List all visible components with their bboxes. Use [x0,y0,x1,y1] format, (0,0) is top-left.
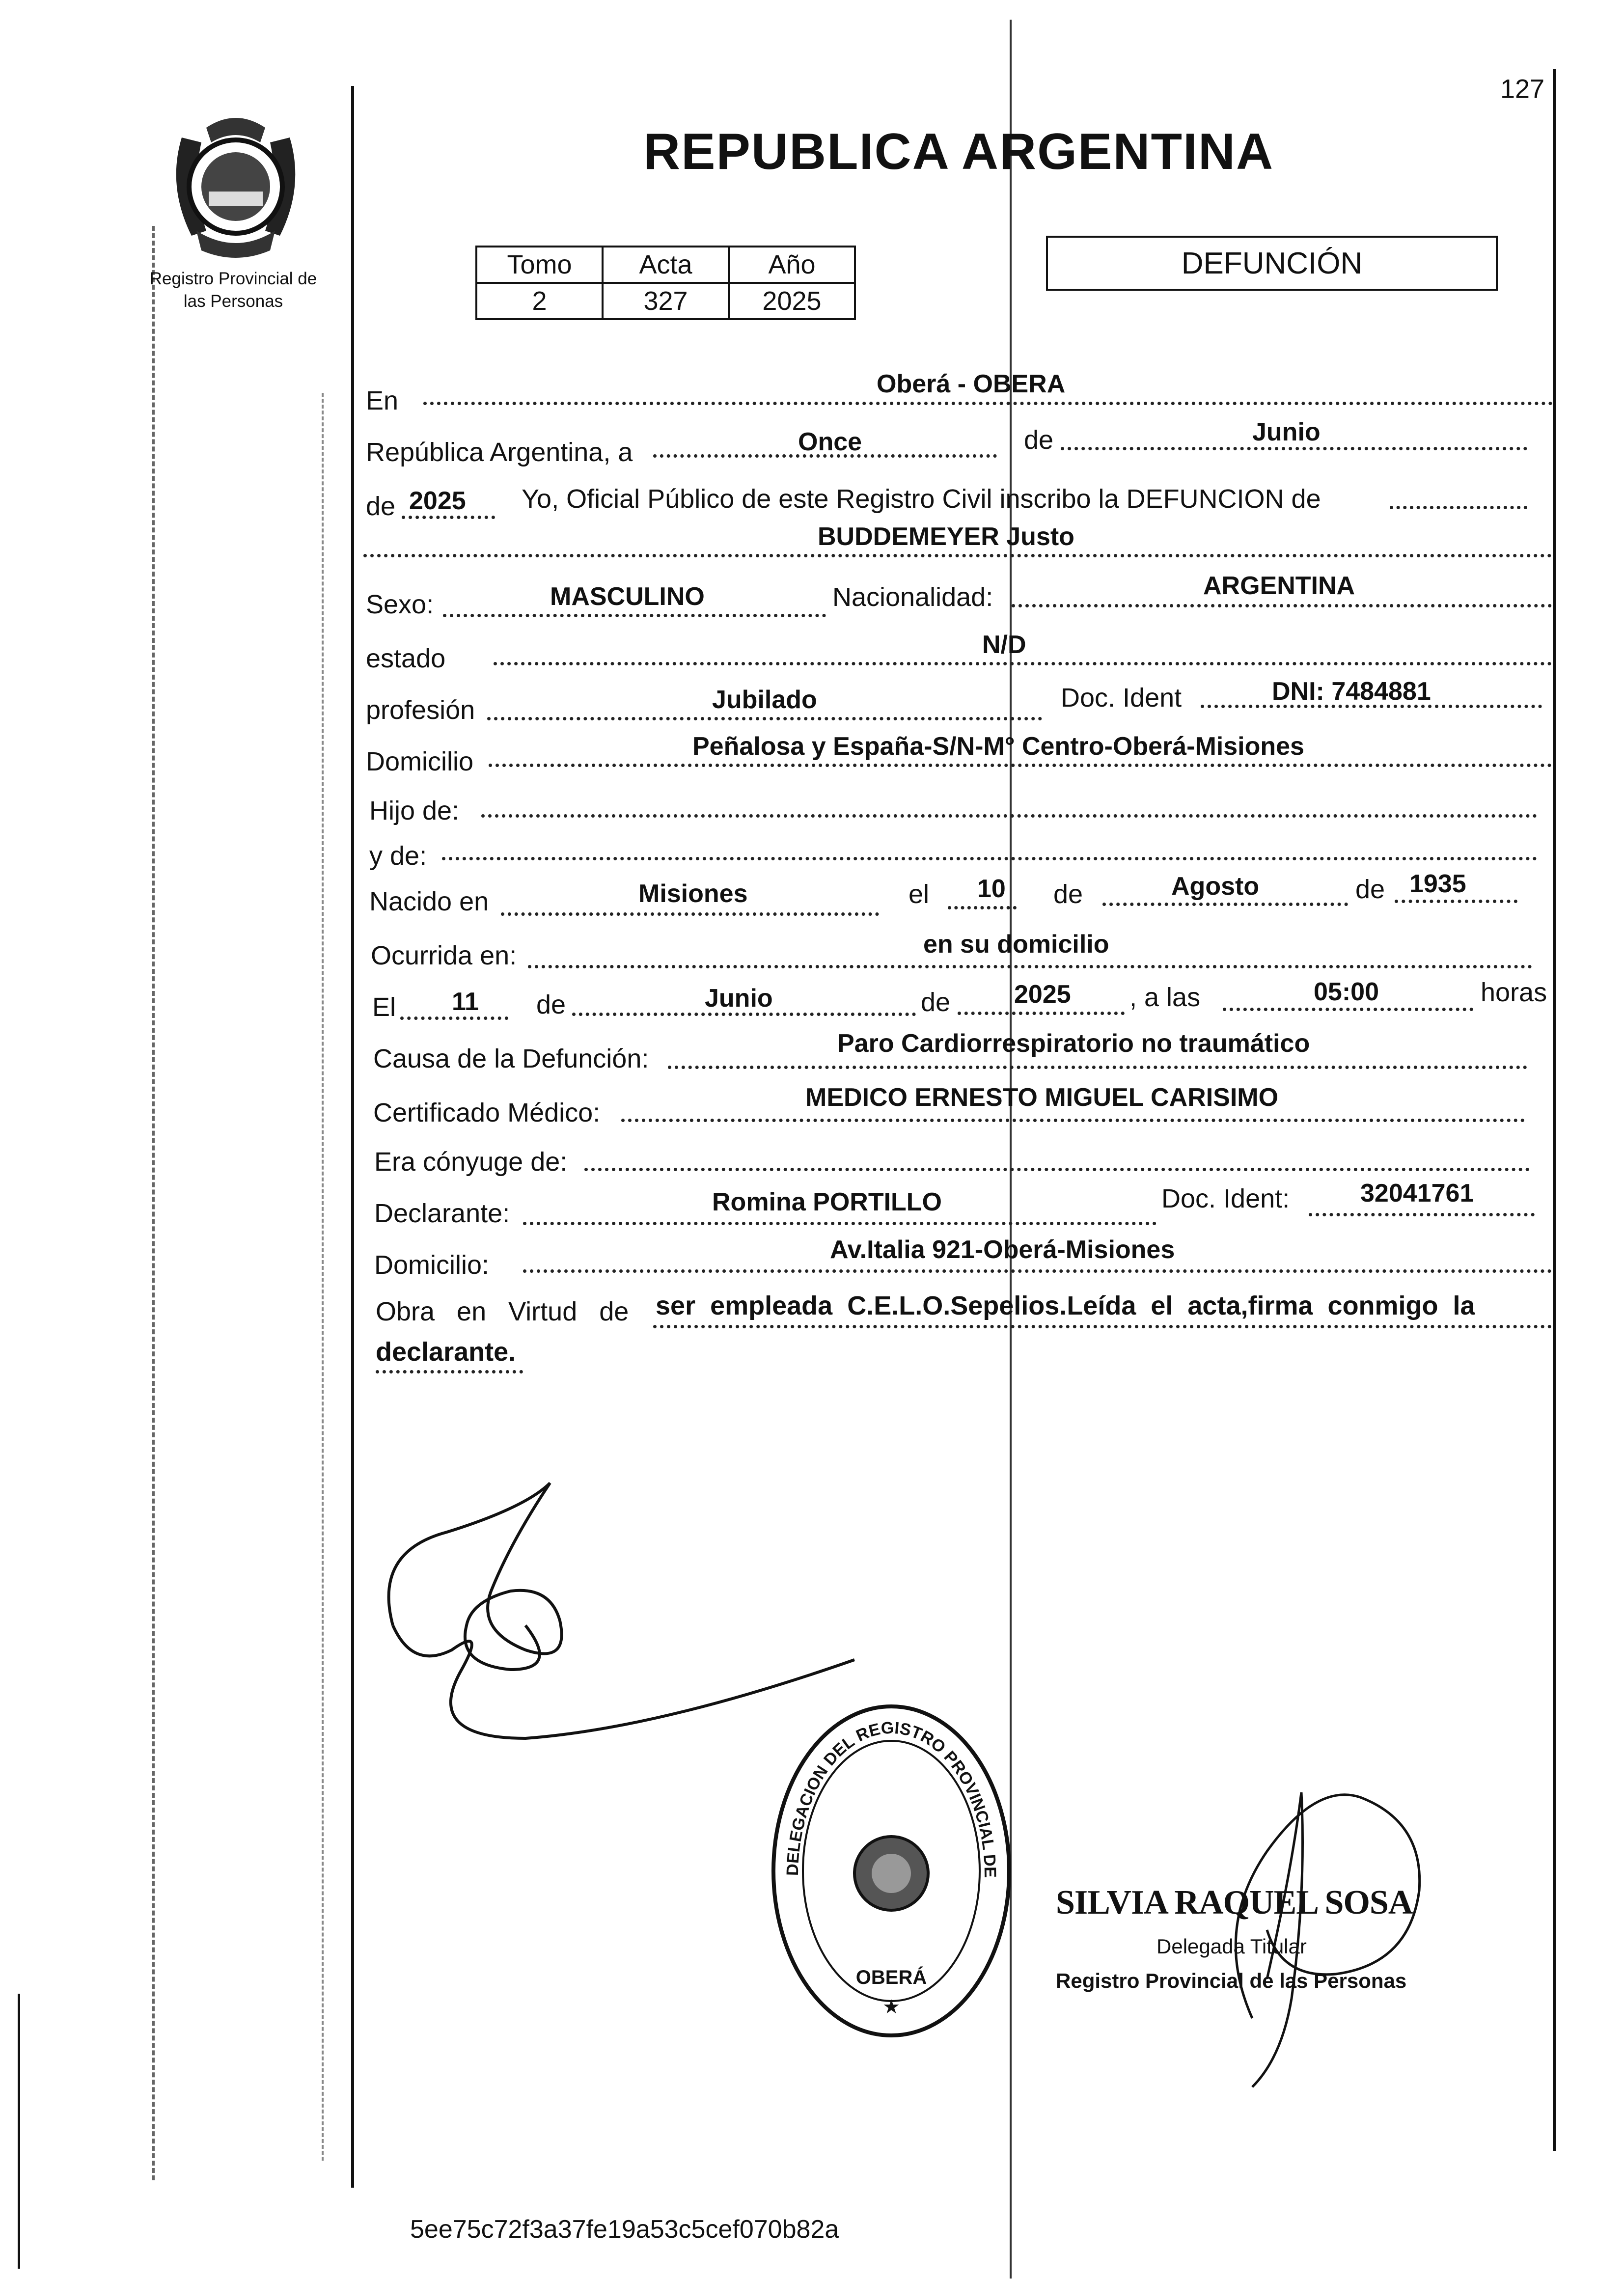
org-name: Registro Provincial de las Personas [149,269,317,311]
record-type-box: DEFUNCIÓN [1046,236,1498,291]
doc-ident-label: Doc. Ident: [1161,1184,1290,1213]
doc-label: Doc. Ident [1061,683,1182,713]
birth-day-value: 10 [977,875,1006,903]
estado-line [494,662,1552,665]
profesion-line [487,717,1042,720]
de-label: de [921,988,951,1017]
death-month-line [572,1013,916,1016]
deceased-name-value: BUDDEMEYER Justo [818,522,1074,551]
registry-header-acta: Acta [603,247,729,283]
conyuge-line [584,1168,1530,1171]
ocurrida-label: Ocurrida en: [371,941,517,970]
place-value: Oberá - OBERA [877,370,1066,398]
certificado-value: MEDICO ERNESTO MIGUEL CARISIMO [805,1083,1279,1112]
yde-label: y de: [369,841,427,871]
domicilio2-value: Av.Italia 921-Oberá-Misiones [830,1236,1175,1264]
death-year-line [958,1012,1125,1015]
de-label: de [1053,879,1083,909]
domicilio-line [489,764,1552,767]
ocurrida-line [528,965,1532,968]
star-icon: ★ [882,1996,900,2018]
hora-line [1223,1008,1473,1011]
de-label: de [1024,425,1054,455]
causa-line [668,1066,1527,1069]
province-coat-of-arms-logo [162,108,309,265]
deceased-name-line [363,554,1552,557]
registry-value-anio: 2025 [729,283,855,319]
stamp-outer-text: DELEGACION DEL REGISTRO PROVINCIAL DE [783,1718,1000,1878]
declarante-label: Declarante: [374,1199,510,1228]
declarante-doc-line [1309,1213,1535,1216]
year-value: 2025 [409,487,466,515]
declarante-line [523,1222,1156,1225]
death-month-value: Junio [705,984,773,1013]
nacionalidad-value: ARGENTINA [1203,572,1355,600]
year-line [402,516,495,519]
causa-label: Causa de la Defunción: [373,1044,649,1073]
official-stamp [764,1699,1019,2043]
el-cap-label: El [372,992,396,1022]
profesion-label: profesión [366,695,475,725]
de-label: de [1355,875,1385,904]
sexo-label: Sexo: [366,590,434,619]
en-label: En [366,386,399,415]
de-label: de [366,492,396,521]
certificado-line [621,1119,1525,1122]
registry-header-anio: Año [729,247,855,283]
causa-value: Paro Cardiorrespiratorio no traumático [837,1029,1310,1058]
birth-year-line [1395,900,1517,903]
birth-year-value: 1935 [1409,870,1466,898]
republica-label: República Argentina, a [366,438,633,467]
registry-header-tomo: Tomo [476,247,603,283]
registry-value-acta: 327 [603,283,729,319]
obra-text-line1: ser empleada C.E.L.O.Sepelios.Leída el acta,firma conmigo la [656,1291,1475,1320]
sexo-line [443,614,826,617]
doc-value: DNI: 7484881 [1272,677,1431,706]
right-margin-line [1553,69,1556,2151]
a-las-label: , a las [1129,983,1201,1012]
death-year-value: 2025 [1014,980,1071,1009]
death-day-value: 11 [452,988,479,1016]
birth-month-value: Agosto [1171,872,1260,901]
registry-value-row [476,283,855,319]
obra-line-2 [376,1370,523,1373]
declarante-value: Romina PORTILLO [712,1188,942,1216]
de-label: de [536,990,566,1019]
declarante-doc-value: 32041761 [1360,1179,1474,1208]
signatory-role: Delegada Titular [1156,1935,1307,1958]
domicilio-value: Peñalosa y España-S/N-M° Centro-Oberá-Misiones [692,732,1304,761]
domicilio2-label: Domicilio: [374,1250,490,1280]
birth-day-line [948,906,1017,909]
page-number: 127 [1500,74,1545,104]
obra-line [653,1325,1552,1328]
stamp-city: OBERÁ [855,1967,927,1988]
nacido-value: Misiones [638,879,748,908]
hijo-line [481,814,1537,818]
signatory-org: Registro Provincial de las Personas [1056,1969,1407,1992]
statement-text: Yo, Oficial Público de este Registro Civil inscribo la DEFUNCION de [522,484,1321,514]
obra-label: Obra en Virtud de [376,1297,629,1326]
left-margin-line [351,86,354,2188]
signatory-name: SILVIA RAQUEL SOSA [1056,1884,1413,1922]
domicilio-label: Domicilio [366,747,474,776]
perforation-line [322,393,324,2161]
nacionalidad-line [1012,604,1552,607]
day-text-value: Once [798,428,862,456]
nacido-line [501,912,879,916]
estado-label: estado [366,644,446,673]
yde-line [442,857,1537,860]
death-day-line [400,1016,508,1020]
registry-table [475,246,856,320]
sexo-value: MASCULINO [550,582,705,611]
document-hash: 5ee75c72f3a37fe19a53c5cef070b82a [410,2215,839,2244]
ocurrida-value: en su domicilio [923,930,1109,959]
hijo-label: Hijo de: [369,796,460,825]
page-title: REPUBLICA ARGENTINA [643,123,1274,180]
month-value: Junio [1252,418,1321,446]
nacionalidad-label: Nacionalidad: [832,582,993,612]
domicilio2-line [523,1269,1552,1273]
birth-month-line [1102,903,1348,906]
hora-value: 05:00 [1314,978,1379,1006]
profesion-value: Jubilado [712,686,817,714]
month-line [1061,447,1527,450]
estado-value: N/D [982,631,1026,659]
perforation-line [152,226,155,2180]
obra-text-line2: declarante. [376,1337,516,1367]
el-label: el [908,879,930,909]
certificado-label: Certificado Médico: [373,1098,601,1127]
nacido-label: Nacido en [369,887,489,916]
registry-value-tomo: 2 [476,283,603,319]
registry-header-row [476,247,855,283]
scan-edge-line [18,1994,20,2269]
horas-label: horas [1481,978,1547,1007]
place-line [423,402,1553,405]
conyuge-label: Era cónyuge de: [374,1147,568,1177]
statement-line [1390,506,1527,509]
